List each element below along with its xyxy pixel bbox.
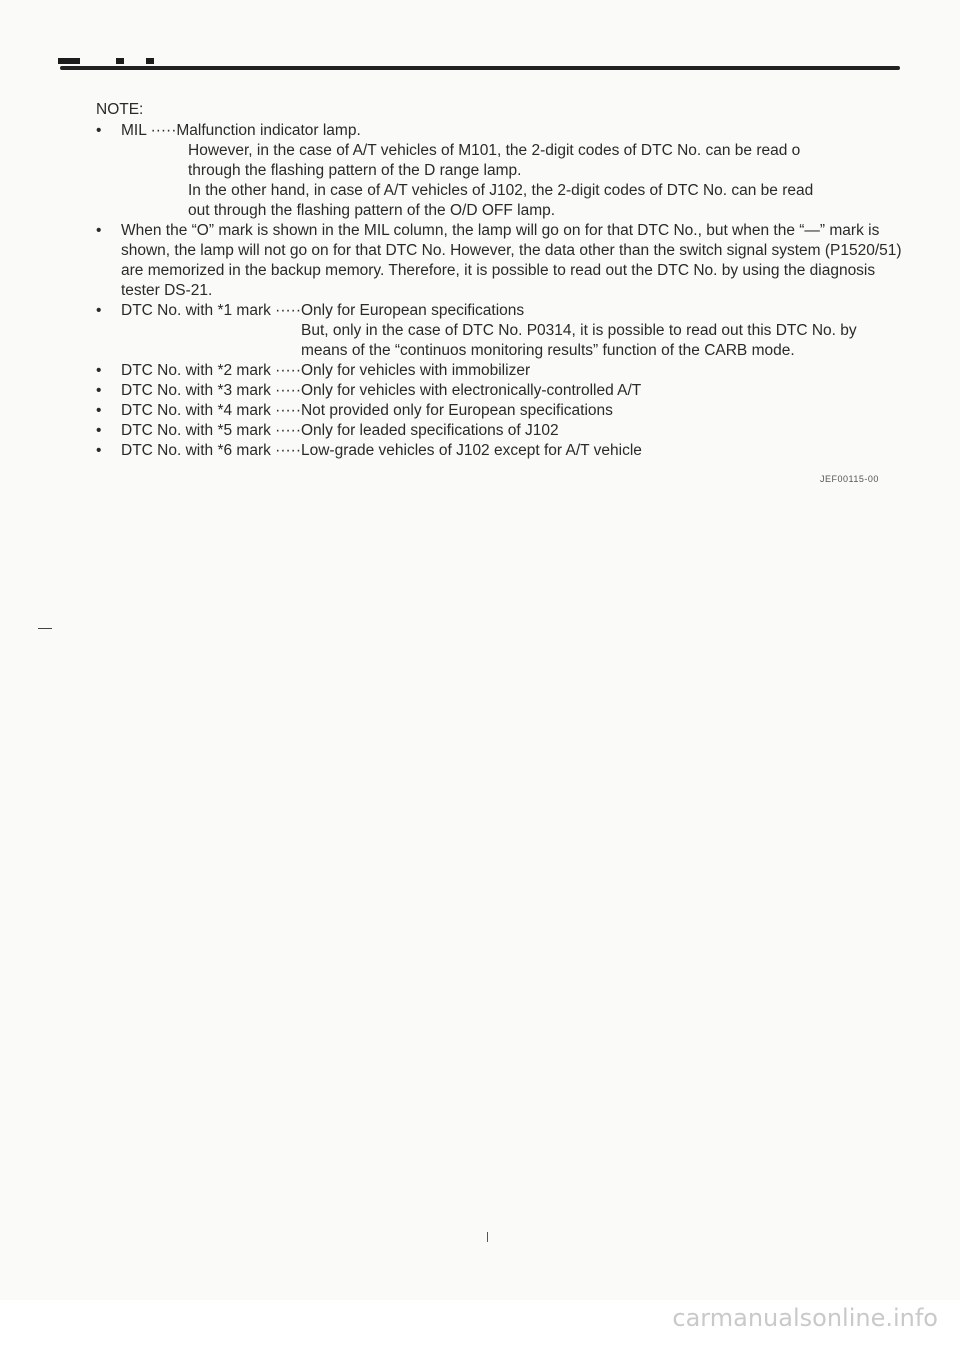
mark-key: DTC No. with *4 mark ····· (121, 402, 301, 419)
mil-first-line: Malfunction indicator lamp. (176, 122, 361, 139)
mark-key: DTC No. with *1 mark ····· (121, 302, 301, 319)
mark-value: Low-grade vehicles of J102 except for A/T vehicle (300, 442, 642, 459)
mark-key: DTC No. with *3 mark ····· (121, 382, 301, 399)
mil-line: through the flashing pattern of the D range lamp. (188, 162, 522, 179)
margin-dash (38, 628, 52, 629)
mark-key: DTC No. with *2 mark ····· (121, 362, 301, 379)
document-code: JEF00115-00 (820, 474, 879, 484)
when-text: When the “O” mark is shown in the MIL column, the lamp will go on for that DTC No., but when the “—” mark is shown, the lamp will not go on for that DTC No. However, the data other than the switch signal system (P1520/51) are memorized in the backup memory. Therefore, it is possible to read out the DTC No. by using the diagnosis tester DS-21. (121, 222, 902, 299)
mil-line: out through the flashing pattern of the O/D OFF lamp. (188, 202, 556, 219)
mark5-bullet (96, 421, 906, 441)
header-mark (116, 58, 124, 64)
mark4-bullet (96, 401, 906, 421)
header-mark (58, 58, 80, 64)
mark-value: Only for European specifications (300, 302, 525, 319)
bullet-dot: • (96, 222, 102, 239)
note-content (96, 100, 906, 461)
page-tick (487, 1232, 488, 1242)
site-watermark[interactable]: carmanualsonline.info (672, 1304, 938, 1332)
bullet-dot: • (96, 402, 102, 419)
bullet-dot: • (96, 122, 102, 139)
mil-bullet (96, 121, 906, 221)
mark2-bullet (96, 361, 906, 381)
bullet-dot: • (96, 442, 102, 459)
mil-line: In the other hand, in case of A/T vehicles of J102, the 2-digit codes of DTC No. can be read (188, 182, 814, 199)
mark1-bullet (96, 301, 906, 361)
mark-value: Only for vehicles with immobilizer (300, 362, 531, 379)
bullet-dot: • (96, 362, 102, 379)
mark3-bullet (96, 381, 906, 401)
mark-value: Not provided only for European specifications (300, 402, 613, 419)
header-rule (60, 66, 900, 70)
bullet-dot: • (96, 422, 102, 439)
mark-value: Only for leaded specifications of J102 (300, 422, 559, 439)
bullet-dot: • (96, 382, 102, 399)
mark6-bullet (96, 441, 906, 461)
when-bullet (96, 221, 906, 301)
mark-key: DTC No. with *5 mark ····· (121, 422, 301, 439)
mark-key: DTC No. with *6 mark ····· (121, 442, 301, 459)
mark-value: But, only in the case of DTC No. P0314, it is possible to read out this DTC No. by means of the “continuos monitoring results” function of the CARB mode. (300, 322, 857, 359)
bullet-dot: • (96, 302, 102, 319)
header-mark (146, 58, 154, 64)
mil-key: MIL ····· (121, 122, 177, 139)
mil-line: However, in the case of A/T vehicles of M101, the 2-digit codes of DTC No. can be read o (188, 142, 801, 159)
mark-value: Only for vehicles with electronically-controlled A/T (300, 382, 642, 399)
note-label: NOTE: (96, 101, 144, 118)
